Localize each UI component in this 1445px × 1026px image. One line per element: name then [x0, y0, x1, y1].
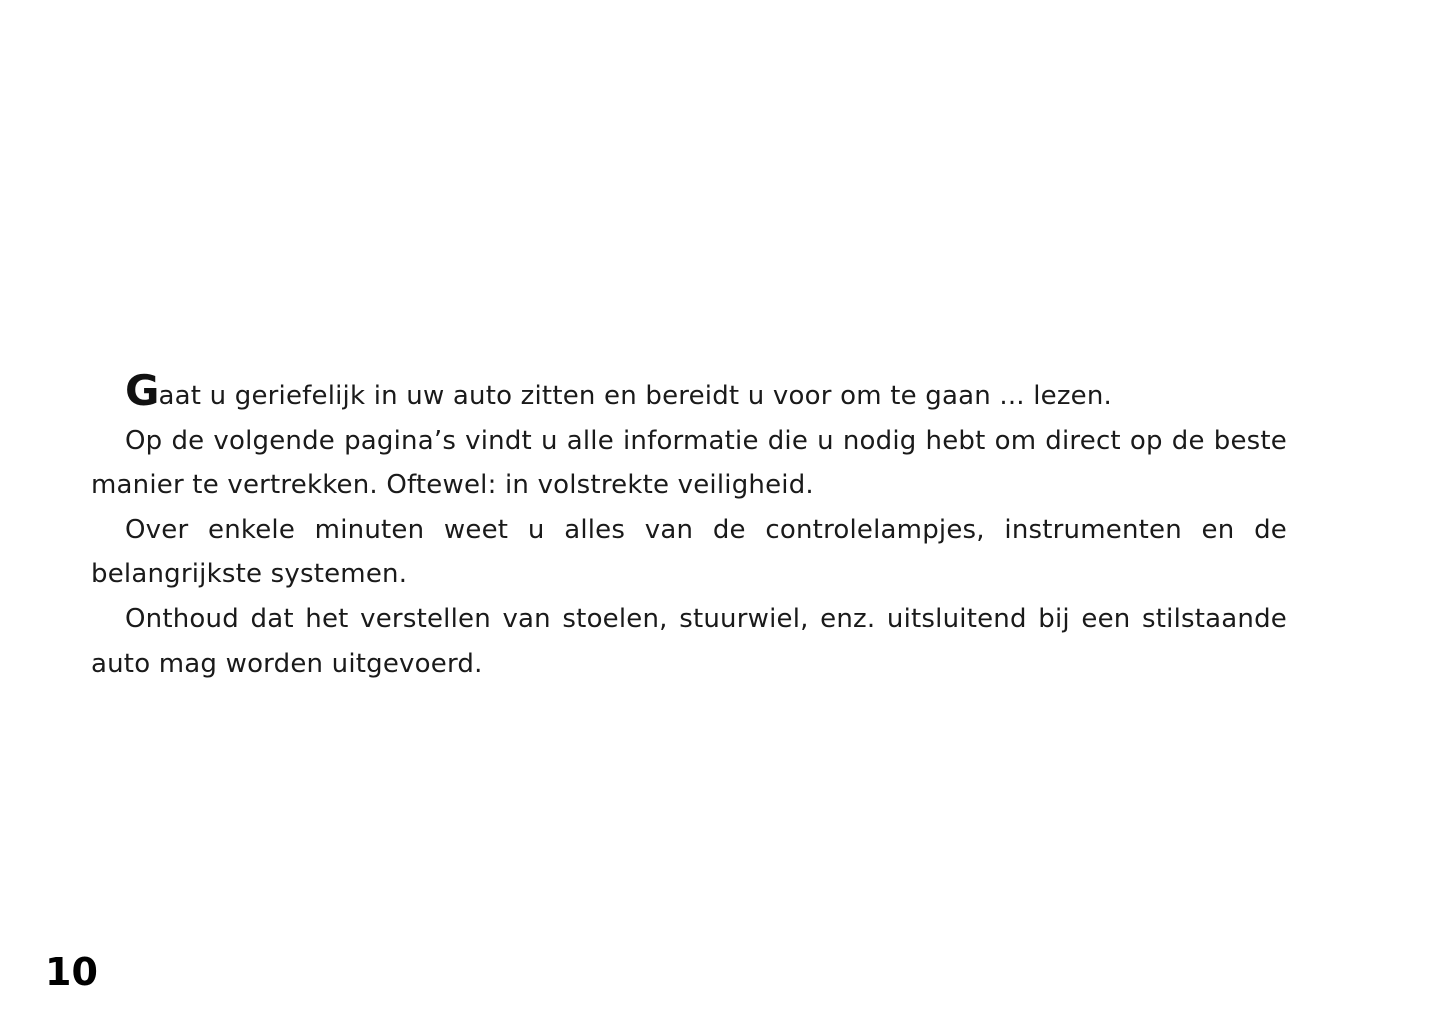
- drop-cap: G: [125, 366, 159, 415]
- page-number: 10: [45, 950, 98, 994]
- paragraph-intro: [91, 366, 1287, 419]
- paragraph-intro-text: aat u geriefelijk in uw auto zitten en bereidt u voor om te gaan ... lezen.: [158, 381, 1113, 411]
- body-text: [91, 366, 1287, 686]
- paragraph-controls: Over enkele minuten weet u alles van de controlelampjes, instrumenten en de belangrijkste systemen.: [91, 514, 1287, 590]
- paragraph-safety-note: Onthoud dat het verstellen van stoelen, stuurwiel, enz. uitsluitend bij een stilstaande auto mag worden uitgevoerd.: [91, 603, 1287, 679]
- paragraph-information: Op de volgende pagina’s vindt u alle informatie die u nodig hebt om direct op de beste manier te vertrekken. Oftewel: in volstrekte veiligheid.: [91, 425, 1287, 501]
